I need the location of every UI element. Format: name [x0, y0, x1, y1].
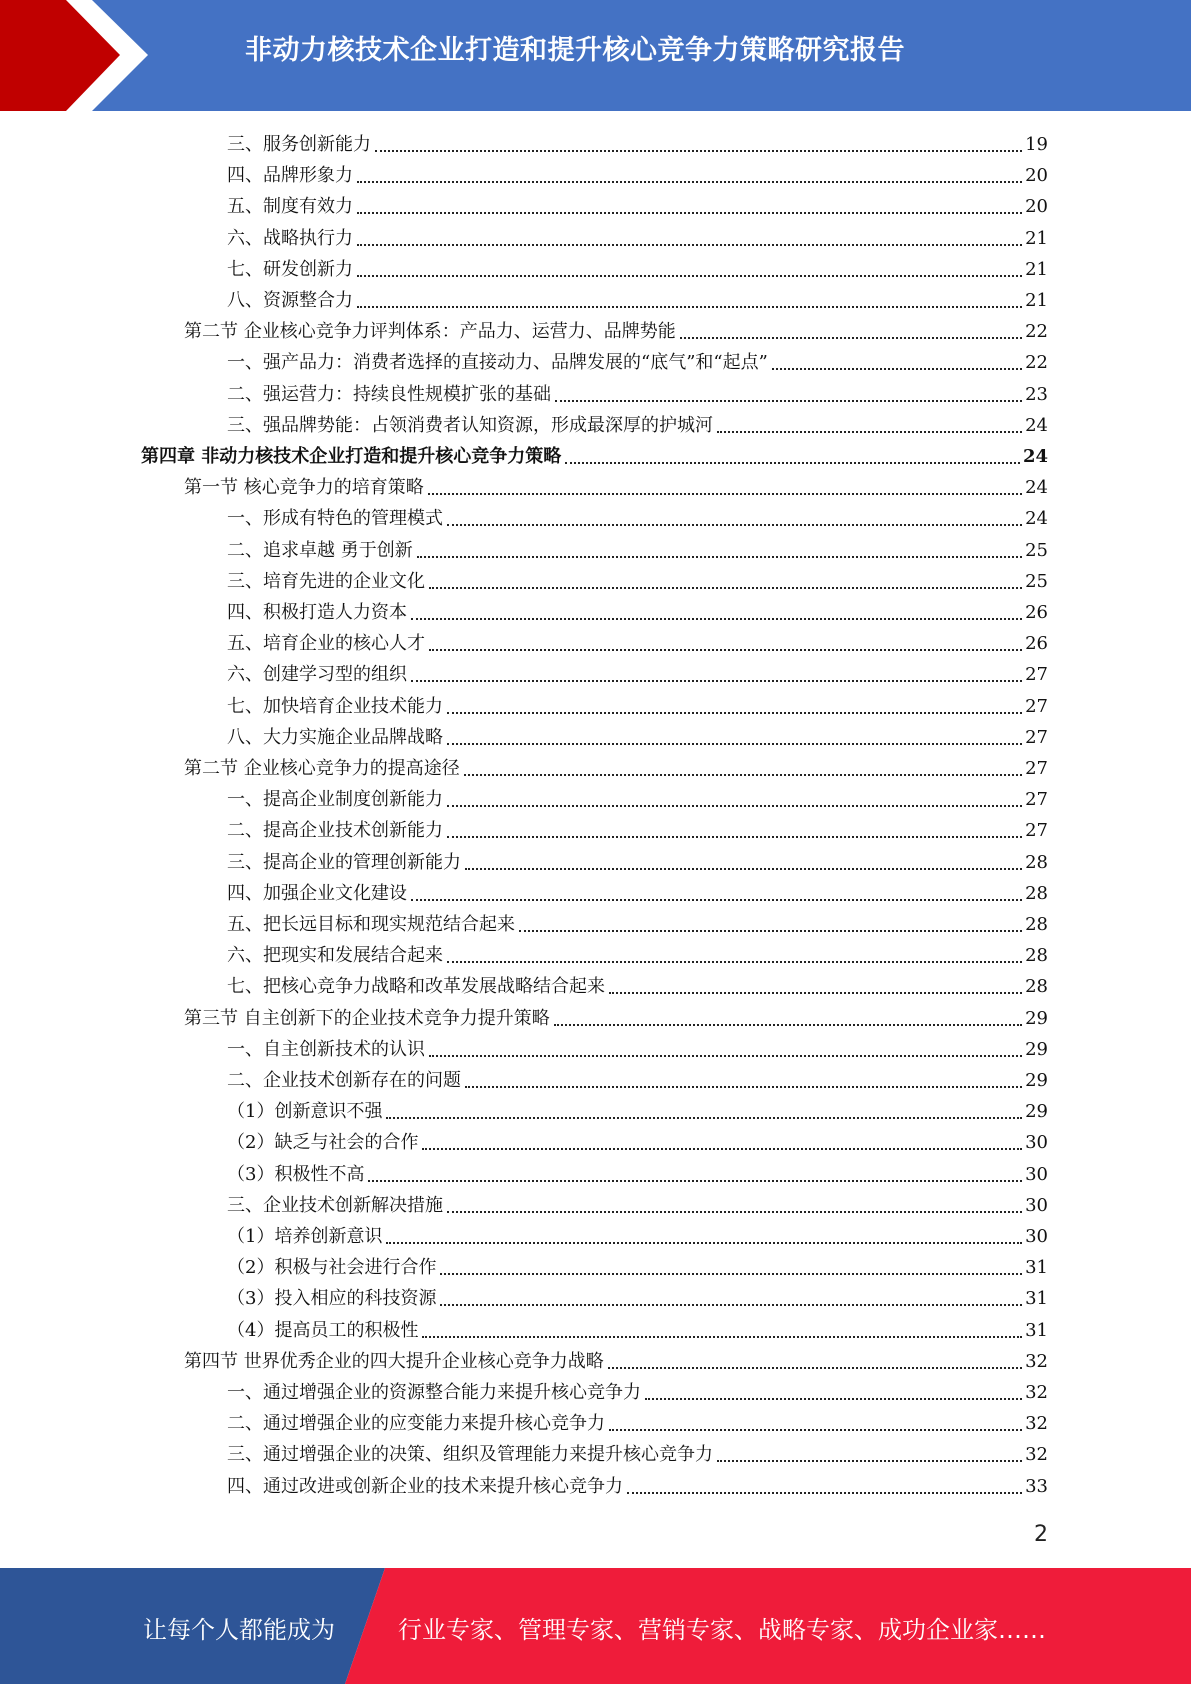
toc-entry-title: 二、追求卓越 勇于创新 — [227, 539, 413, 561]
toc-entry-page: 25 — [1025, 539, 1048, 561]
toc-entry[interactable] — [227, 408, 1048, 439]
toc-entry-page: 28 — [1025, 851, 1048, 873]
toc-dot-leader — [386, 1241, 1022, 1244]
toc-dot-leader — [680, 336, 1022, 339]
toc-entry-page: 23 — [1025, 383, 1048, 405]
toc-entry[interactable] — [227, 1094, 1048, 1125]
toc-entry-title: 第四节 世界优秀企业的四大提升企业核心竞争力战略 — [184, 1350, 604, 1372]
toc-entry-title: 五、把长远目标和现实规范结合起来 — [227, 914, 515, 935]
toc-entry[interactable] — [227, 158, 1048, 189]
toc-entry-page: 29 — [1025, 1007, 1048, 1029]
toc-entry-title: 六、战略执行力 — [227, 227, 353, 249]
toc-entry-page: 19 — [1025, 134, 1048, 155]
toc-entry[interactable] — [227, 533, 1048, 564]
toc-entry[interactable] — [227, 1281, 1048, 1312]
toc-entry[interactable] — [227, 1188, 1048, 1219]
toc-entry[interactable] — [227, 1437, 1048, 1468]
toc-entry-title: 三、强品牌势能：占领消费者认知资源，形成最深厚的护城河 — [227, 414, 713, 436]
toc-entry[interactable] — [227, 1406, 1048, 1437]
document-title: 非动力核技术企业打造和提升核心竞争力策略研究报告 — [245, 35, 905, 66]
toc-entry-page: 27 — [1025, 726, 1048, 748]
toc-entry-title: （2）积极与社会进行合作 — [227, 1257, 437, 1279]
toc-entry-title: 六、创建学习型的组织 — [227, 664, 407, 686]
toc-entry-title: 三、服务创新能力 — [227, 134, 371, 155]
toc-entry-title: 第二节 企业核心竞争力评判体系：产品力、运营力、品牌势能 — [184, 321, 676, 343]
toc-entry-title: 七、把核心竞争力战略和改革发展战略结合起来 — [227, 976, 605, 998]
toc-dot-leader — [554, 1023, 1022, 1026]
toc-entry[interactable] — [227, 876, 1048, 907]
toc-dot-leader — [609, 1428, 1022, 1431]
toc-dot-leader — [565, 461, 1020, 464]
toc-entry-title: 二、提高企业技术创新能力 — [227, 820, 443, 842]
toc-entry-title: 三、企业技术创新解决措施 — [227, 1194, 443, 1216]
toc-entry[interactable] — [227, 969, 1048, 1000]
toc-entry-title: 第一节 核心竞争力的培育策略 — [184, 477, 424, 499]
toc-dot-leader — [422, 1335, 1022, 1338]
toc-entry-title: （3）投入相应的科技资源 — [227, 1288, 437, 1310]
toc-entry[interactable] — [227, 1063, 1048, 1094]
toc-entry[interactable] — [227, 377, 1048, 408]
toc-entry-title: 六、把现实和发展结合起来 — [227, 945, 443, 967]
toc-entry-title: 四、加强企业文化建设 — [227, 882, 407, 904]
toc-dot-leader — [464, 773, 1022, 776]
toc-entry-page: 21 — [1025, 227, 1048, 249]
toc-entry-page: 30 — [1025, 1226, 1048, 1247]
toc-entry-page: 20 — [1025, 196, 1048, 218]
toc-entry[interactable] — [227, 127, 1048, 158]
toc-entry[interactable] — [227, 221, 1048, 252]
toc-entry-title: 四、积极打造人力资本 — [227, 602, 407, 623]
toc-entry[interactable] — [227, 1125, 1048, 1156]
toc-entry-title: 第四章 非动力核技术企业打造和提升核心竞争力策略 — [141, 446, 562, 467]
toc-entry-title: 二、通过增强企业的应变能力来提升核心竞争力 — [227, 1413, 605, 1435]
toc-entry-page: 28 — [1025, 882, 1048, 904]
toc-dot-leader — [357, 305, 1022, 308]
toc-entry-page: 27 — [1025, 695, 1048, 717]
toc-entry-page: 21 — [1025, 290, 1048, 311]
toc-entry-page: 30 — [1025, 1194, 1048, 1216]
toc-entry-page: 28 — [1025, 945, 1048, 967]
toc-dot-leader — [447, 804, 1022, 807]
toc-entry-page: 27 — [1025, 664, 1048, 686]
footer-slogan-left: 让每个人都能成为 — [143, 1616, 335, 1644]
toc-entry-page: 20 — [1025, 165, 1048, 187]
toc-dot-leader — [627, 1491, 1022, 1494]
toc-entry[interactable] — [184, 314, 1048, 345]
toc-entry-page: 24 — [1025, 414, 1048, 436]
toc-dot-leader — [357, 211, 1022, 214]
toc-entry[interactable] — [227, 813, 1048, 844]
toc-entry[interactable] — [227, 345, 1048, 376]
toc-entry-page: 32 — [1025, 1350, 1048, 1372]
toc-entry[interactable] — [227, 689, 1048, 720]
toc-entry-title: 四、通过改进或创新企业的技术来提升核心竞争力 — [227, 1475, 623, 1497]
toc-entry-title: 一、形成有特色的管理模式 — [227, 508, 443, 530]
toc-entry-page: 24 — [1025, 508, 1048, 530]
toc-dot-leader — [772, 367, 1022, 370]
toc-dot-leader — [357, 274, 1022, 277]
toc-entry-title: 第二节 企业核心竞争力的提高途径 — [184, 758, 460, 779]
toc-entry-title: 五、制度有效力 — [227, 196, 353, 218]
toc-entry-title: （2）缺乏与社会的合作 — [227, 1132, 419, 1154]
toc-entry[interactable] — [227, 1032, 1048, 1063]
toc-entry-page: 24 — [1022, 446, 1048, 467]
toc-entry-page: 26 — [1025, 602, 1048, 623]
toc-entry-title: 七、加快培育企业技术能力 — [227, 695, 443, 717]
toc-entry-title: 第三节 自主创新下的企业技术竞争力提升策略 — [184, 1007, 550, 1029]
header-chevron-decoration — [0, 0, 160, 111]
toc-entry-title: （1）培养创新意识 — [227, 1226, 383, 1247]
toc-entry-page: 29 — [1025, 1070, 1048, 1091]
toc-dot-leader — [447, 1210, 1022, 1213]
toc-entry[interactable] — [227, 1250, 1048, 1281]
toc-entry[interactable] — [227, 189, 1048, 220]
toc-entry-page: 33 — [1025, 1475, 1048, 1497]
toc-entry-page: 32 — [1025, 1444, 1048, 1466]
toc-entry-page: 22 — [1025, 352, 1048, 374]
toc-dot-leader — [429, 1054, 1022, 1057]
toc-dot-leader — [609, 991, 1022, 994]
toc-dot-leader — [440, 1303, 1022, 1306]
toc-entry[interactable] — [184, 751, 1048, 782]
toc-entry[interactable] — [227, 938, 1048, 969]
toc-entry[interactable] — [184, 1344, 1048, 1375]
toc-entry-page: 30 — [1025, 1163, 1048, 1185]
toc-entry-page: 32 — [1025, 1382, 1048, 1403]
toc-dot-leader — [386, 1116, 1022, 1119]
toc-dot-leader — [519, 929, 1022, 932]
toc-entry-title: 三、提高企业的管理创新能力 — [227, 851, 461, 873]
toc-dot-leader — [411, 898, 1022, 901]
toc-entry[interactable] — [184, 470, 1048, 501]
footer-slogan-right: 行业专家、管理专家、营销专家、战略专家、成功企业家…… — [398, 1616, 1046, 1644]
toc-entry-title: 二、企业技术创新存在的问题 — [227, 1070, 461, 1091]
toc-entry-page: 27 — [1025, 820, 1048, 842]
toc-dot-leader — [417, 555, 1022, 558]
toc-entry[interactable] — [141, 439, 1048, 470]
toc-entry-page: 24 — [1025, 477, 1048, 499]
toc-entry-page: 32 — [1025, 1413, 1048, 1435]
toc-entry[interactable] — [227, 626, 1048, 657]
toc-dot-leader — [422, 1147, 1022, 1150]
toc-entry-page: 25 — [1025, 570, 1048, 592]
toc-dot-leader — [465, 1085, 1022, 1088]
toc-entry-page: 27 — [1025, 789, 1048, 811]
toc-entry-page: 29 — [1025, 1101, 1048, 1123]
toc-entry-title: 八、大力实施企业品牌战略 — [227, 726, 443, 748]
toc-dot-leader — [411, 617, 1022, 620]
toc-entry-title: 四、品牌形象力 — [227, 165, 353, 187]
toc-entry-title: 七、研发创新力 — [227, 258, 353, 280]
toc-entry-page: 29 — [1025, 1038, 1048, 1060]
toc-dot-leader — [375, 149, 1022, 152]
toc-dot-leader — [411, 679, 1022, 682]
toc-entry-page: 31 — [1025, 1257, 1048, 1279]
toc-entry[interactable] — [227, 252, 1048, 283]
toc-entry[interactable] — [227, 720, 1048, 751]
toc-entry[interactable] — [227, 1157, 1048, 1188]
toc-dot-leader — [357, 243, 1022, 246]
toc-entry-title: （3）积极性不高 — [227, 1163, 365, 1185]
toc-dot-leader — [428, 492, 1022, 495]
toc-entry-title: （1）创新意识不强 — [227, 1101, 383, 1123]
toc-entry-page: 31 — [1025, 1288, 1048, 1310]
toc-dot-leader — [447, 835, 1022, 838]
toc-dot-leader — [717, 1459, 1022, 1462]
toc-entry-title: 八、资源整合力 — [227, 290, 353, 311]
toc-entry[interactable] — [227, 1469, 1048, 1500]
toc-entry-title: 一、强产品力：消费者选择的直接动力、品牌发展的“底气”和“起点” — [227, 352, 768, 374]
toc-entry[interactable] — [227, 1219, 1048, 1250]
toc-entry-title: 三、培育先进的企业文化 — [227, 570, 425, 592]
toc-dot-leader — [447, 711, 1022, 714]
toc-entry-title: 三、通过增强企业的决策、组织及管理能力来提升核心竞争力 — [227, 1444, 713, 1466]
toc-entry-page: 27 — [1025, 758, 1048, 779]
toc-entry[interactable] — [227, 782, 1048, 813]
page-footer — [0, 1568, 1191, 1684]
toc-dot-leader — [555, 399, 1022, 402]
toc-dot-leader — [429, 586, 1022, 589]
toc-entry[interactable] — [227, 657, 1048, 688]
toc-entry-title: 二、强运营力：持续良性规模扩张的基础 — [227, 383, 551, 405]
toc-entry-page: 31 — [1025, 1319, 1048, 1341]
toc-dot-leader — [440, 1272, 1022, 1275]
toc-entry-title: 一、提高企业制度创新能力 — [227, 789, 443, 811]
toc-entry[interactable] — [227, 907, 1048, 938]
toc-entry-title: 一、自主创新技术的认识 — [227, 1038, 425, 1060]
toc-entry[interactable] — [184, 1001, 1048, 1032]
toc-dot-leader — [357, 180, 1022, 183]
toc-dot-leader — [429, 648, 1022, 651]
toc-entry[interactable] — [227, 845, 1048, 876]
toc-entry-title: （4）提高员工的积极性 — [227, 1319, 419, 1341]
toc-entry-page: 22 — [1025, 321, 1048, 343]
toc-entry[interactable] — [227, 1375, 1048, 1406]
toc-entry-page: 28 — [1025, 914, 1048, 935]
toc-entry-page: 21 — [1025, 258, 1048, 280]
toc-entry-page: 28 — [1025, 976, 1048, 998]
toc-entry-page: 26 — [1025, 633, 1048, 655]
toc-entry[interactable] — [227, 564, 1048, 595]
toc-entry-title: 一、通过增强企业的资源整合能力来提升核心竞争力 — [227, 1382, 641, 1403]
page-header — [0, 0, 1191, 111]
toc-dot-leader — [645, 1397, 1022, 1400]
toc-entry[interactable] — [227, 283, 1048, 314]
toc-dot-leader — [447, 960, 1022, 963]
toc-entry[interactable] — [227, 595, 1048, 626]
toc-entry-page: 30 — [1025, 1132, 1048, 1154]
toc-entry-title: 五、培育企业的核心人才 — [227, 633, 425, 655]
toc-dot-leader — [608, 1366, 1022, 1369]
toc-dot-leader — [447, 523, 1022, 526]
toc-dot-leader — [368, 1179, 1022, 1182]
toc-dot-leader — [717, 430, 1022, 433]
toc-entry[interactable] — [227, 1313, 1048, 1344]
toc-entry[interactable] — [227, 501, 1048, 532]
toc-dot-leader — [465, 867, 1022, 870]
toc-dot-leader — [447, 742, 1022, 745]
page-number: 2 — [1034, 1522, 1048, 1547]
